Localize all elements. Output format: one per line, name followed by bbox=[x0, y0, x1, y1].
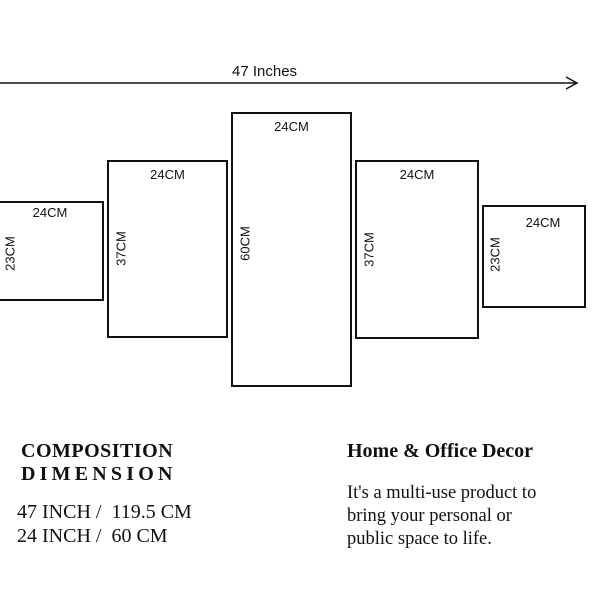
description-body-line3: public space to life. bbox=[347, 529, 492, 549]
panel-3 bbox=[231, 112, 352, 387]
description-title: Home & Office Decor bbox=[347, 440, 534, 462]
panel-2-width-label: 24CM bbox=[150, 167, 185, 182]
description-body-line1: It's a multi-use product to bbox=[347, 483, 537, 503]
panel-5-height-label: 23CM bbox=[487, 237, 503, 272]
panel-2-height-label: 37CM bbox=[113, 231, 129, 266]
overall-width-label: 47 Inches bbox=[232, 63, 298, 80]
composition-width-line: 47 INCH / 119.5 CM bbox=[17, 501, 192, 523]
description-body-line2: bring your personal or bbox=[347, 506, 512, 526]
panel-5-width-label: 24CM bbox=[525, 215, 561, 230]
panel-4 bbox=[355, 160, 479, 339]
panel-1-width-label: 24CM bbox=[32, 205, 68, 220]
panel-1-height-label: 23CM bbox=[2, 236, 18, 271]
panel-3-height-label: 60CM bbox=[237, 226, 253, 261]
composition-title-line2: DIMENSION bbox=[21, 463, 177, 485]
panel-4-width-label: 24CM bbox=[399, 167, 435, 182]
panel-2 bbox=[107, 160, 228, 338]
composition-height-line: 24 INCH / 60 CM bbox=[17, 525, 168, 547]
composition-title-line1: COMPOSITION bbox=[21, 440, 174, 462]
panel-5 bbox=[482, 205, 586, 308]
panel-4-height-label: 37CM bbox=[361, 232, 377, 267]
panel-3-width-label: 24CM bbox=[274, 119, 309, 134]
panel-1 bbox=[0, 201, 104, 301]
